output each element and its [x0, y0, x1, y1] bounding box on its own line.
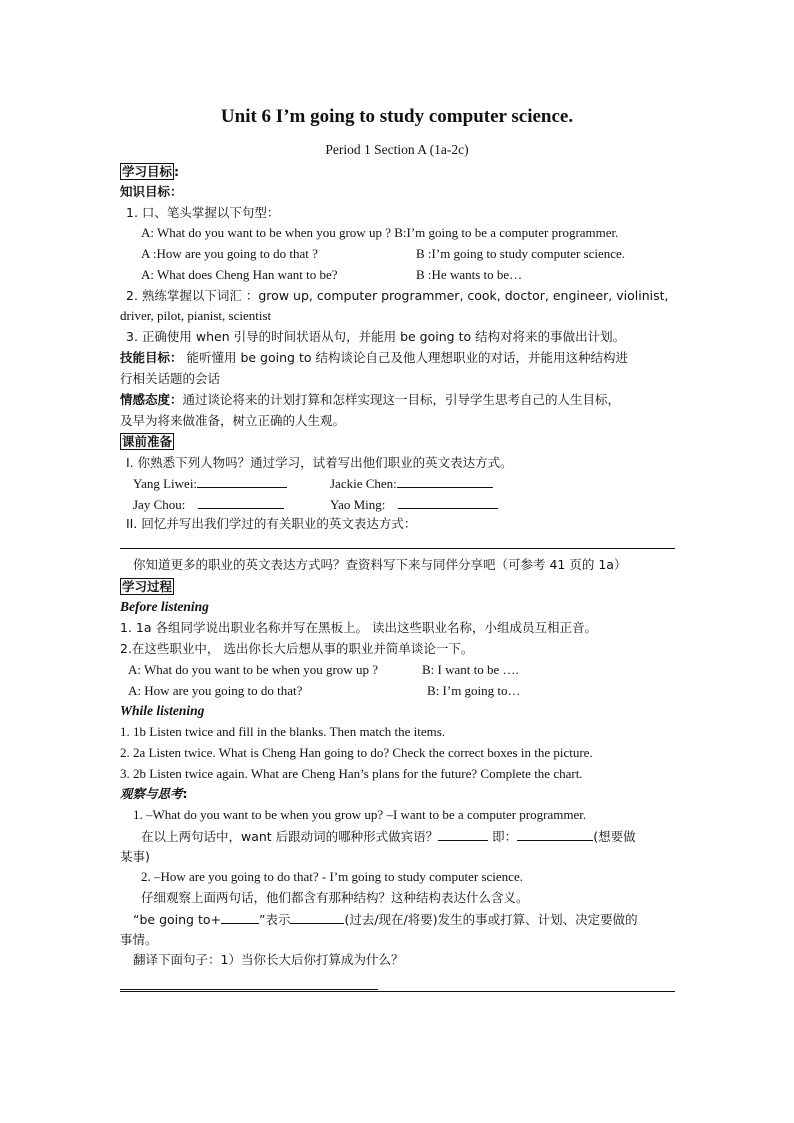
observe-question-3: “be going to+ ”表示 (过去/现在/将要)发生的事或打算、计划、决定要做的 — [133, 912, 638, 927]
objective-item-3: 3. 正确使用 when 引导的时间状语从句，并能用 be going to 结构对将来的事做出计划。 — [126, 329, 626, 344]
answer-line-short[interactable] — [120, 989, 378, 990]
attitude-line — [120, 392, 620, 407]
sentence-3a: A: What does Cheng Han want to be? — [141, 267, 338, 282]
observe-heading-line: 观察与思考: — [120, 786, 188, 801]
answer-blank[interactable] — [517, 828, 593, 841]
prep-heading: 课前准备 — [122, 434, 173, 449]
answer-blank[interactable] — [438, 828, 488, 841]
observe-heading: 观察与思考 — [120, 786, 183, 801]
prep-question-1: I. 你熟悉下列人物吗？通过学习，试着写出他们职业的英文表达方式。 — [126, 455, 513, 470]
observe-question-1: 在以上两句话中，want 后跟动词的哪种形式做宾语？ 即： (想要做 — [141, 829, 636, 844]
attitude-text: 通过谈论将来的计划打算和怎样实现这一目标，引导学生思考自己的人生目标， — [182, 392, 621, 407]
process-heading-line — [120, 578, 174, 595]
while-item-3: 3. 2b Listen twice again. What are Cheng Han’s plans for the future? Complete the chart. — [120, 766, 583, 781]
page-title: Unit 6 I’m going to study computer science. — [220, 106, 574, 127]
objectives-heading: 学习目标 — [122, 164, 173, 179]
before-item-2: 2.在这些职业中， 选出你长大后想从事的职业并简单谈论一下。 — [120, 641, 474, 656]
before-listening-heading: Before listening — [120, 599, 209, 614]
answer-blank[interactable] — [221, 911, 259, 924]
while-item-1: 1. 1b Listen twice and fill in the blanks. Then match the items. — [120, 724, 446, 739]
person-yang-liwei: Yang Liwei: — [133, 475, 287, 491]
before-item-1: 1. 1a 各组同学说出职业名称并写在黑板上。 读出这些职业名称，小组成员互相正音。 — [120, 620, 597, 635]
skill-text-cont: 行相关话题的会话 — [120, 371, 221, 386]
observe-sentence-2: 2. –How are you going to do that? - I’m going to study computer science. — [141, 869, 523, 884]
translate-prompt: 翻译下面句子：1）当你长大后你打算成为什么？ — [133, 952, 404, 967]
answer-line[interactable] — [120, 548, 675, 549]
person-jackie-chen: Jackie Chen: — [330, 475, 493, 491]
dialog-1a: A: What do you want to be when you grow up ? — [128, 662, 378, 677]
while-item-2: 2. 2a Listen twice. What is Cheng Han going to do? Check the correct boxes in the picture. — [120, 745, 593, 760]
sentence-3b: B :He wants to be… — [416, 267, 523, 282]
sentence-2a: A :How are you going to do that ? — [141, 246, 318, 261]
attitude-text-cont: 及早为将来做准备，树立正确的人生观。 — [120, 413, 346, 428]
answer-blank[interactable] — [398, 496, 498, 509]
objective-item-1: 1. 口、笔头掌握以下句型： — [126, 205, 280, 220]
prep-heading-line — [120, 433, 174, 450]
prep-question-3: 你知道更多的职业的英文表达方式吗？查资料写下来与同伴分享吧（可参考 41 页的 1a） — [133, 557, 627, 572]
answer-blank[interactable] — [198, 496, 284, 509]
attitude-label: 情感态度： — [120, 392, 183, 407]
answer-blank[interactable] — [397, 475, 493, 488]
prep-question-2: II. 回忆并写出我们学过的有关职业的英文表达方式： — [126, 516, 417, 531]
page-subtitle: Period 1 Section A (1a-2c) — [325, 142, 469, 157]
process-heading: 学习过程 — [122, 579, 173, 594]
sentence-2b: B :I’m going to study computer science. — [416, 246, 626, 261]
observe-sentence-1: 1. –What do you want to be when you grow up? –I want to be a computer programmer. — [133, 807, 587, 822]
while-listening-heading: While listening — [120, 703, 205, 718]
knowledge-label: 知识目标： — [120, 184, 183, 199]
answer-line-long[interactable] — [120, 991, 675, 992]
sentence-1: A: What do you want to be when you grow up ? B:I’m going to be a computer programmer. — [141, 225, 619, 240]
dialog-1b: B: I want to be …. — [422, 662, 519, 677]
objectives-heading-line: 学习目标 : — [122, 164, 180, 179]
objective-item-2: 2. 熟练掌握以下词汇 ：grow up, computer programmer, cook, doctor, engineer, violinist, — [126, 288, 669, 303]
observe-question-3-cont: 事情。 — [120, 932, 158, 947]
dialog-2a: A: How are you going to do that? — [128, 683, 303, 698]
answer-blank[interactable] — [290, 911, 344, 924]
dialog-2b: B: I’m going to… — [427, 683, 521, 698]
skill-line — [120, 350, 628, 365]
objective-item-2-cont: driver, pilot, pianist, scientist — [120, 308, 272, 323]
answer-blank[interactable] — [197, 475, 287, 488]
person-yao-ming: Yao Ming: — [330, 496, 498, 512]
person-jay-chou: Jay Chou: — [133, 496, 284, 512]
skill-text: 能听懂用 be going to 结构谈论自己及他人理想职业的对话，并能用这种结构进 — [182, 350, 628, 365]
skill-label: 技能目标： — [120, 350, 183, 365]
observe-question-2: 仔细观察上面两句话，他们都含有那种结构？这种结构表达什么含义。 — [141, 890, 529, 905]
observe-question-1-cont: 某事) — [120, 849, 150, 864]
